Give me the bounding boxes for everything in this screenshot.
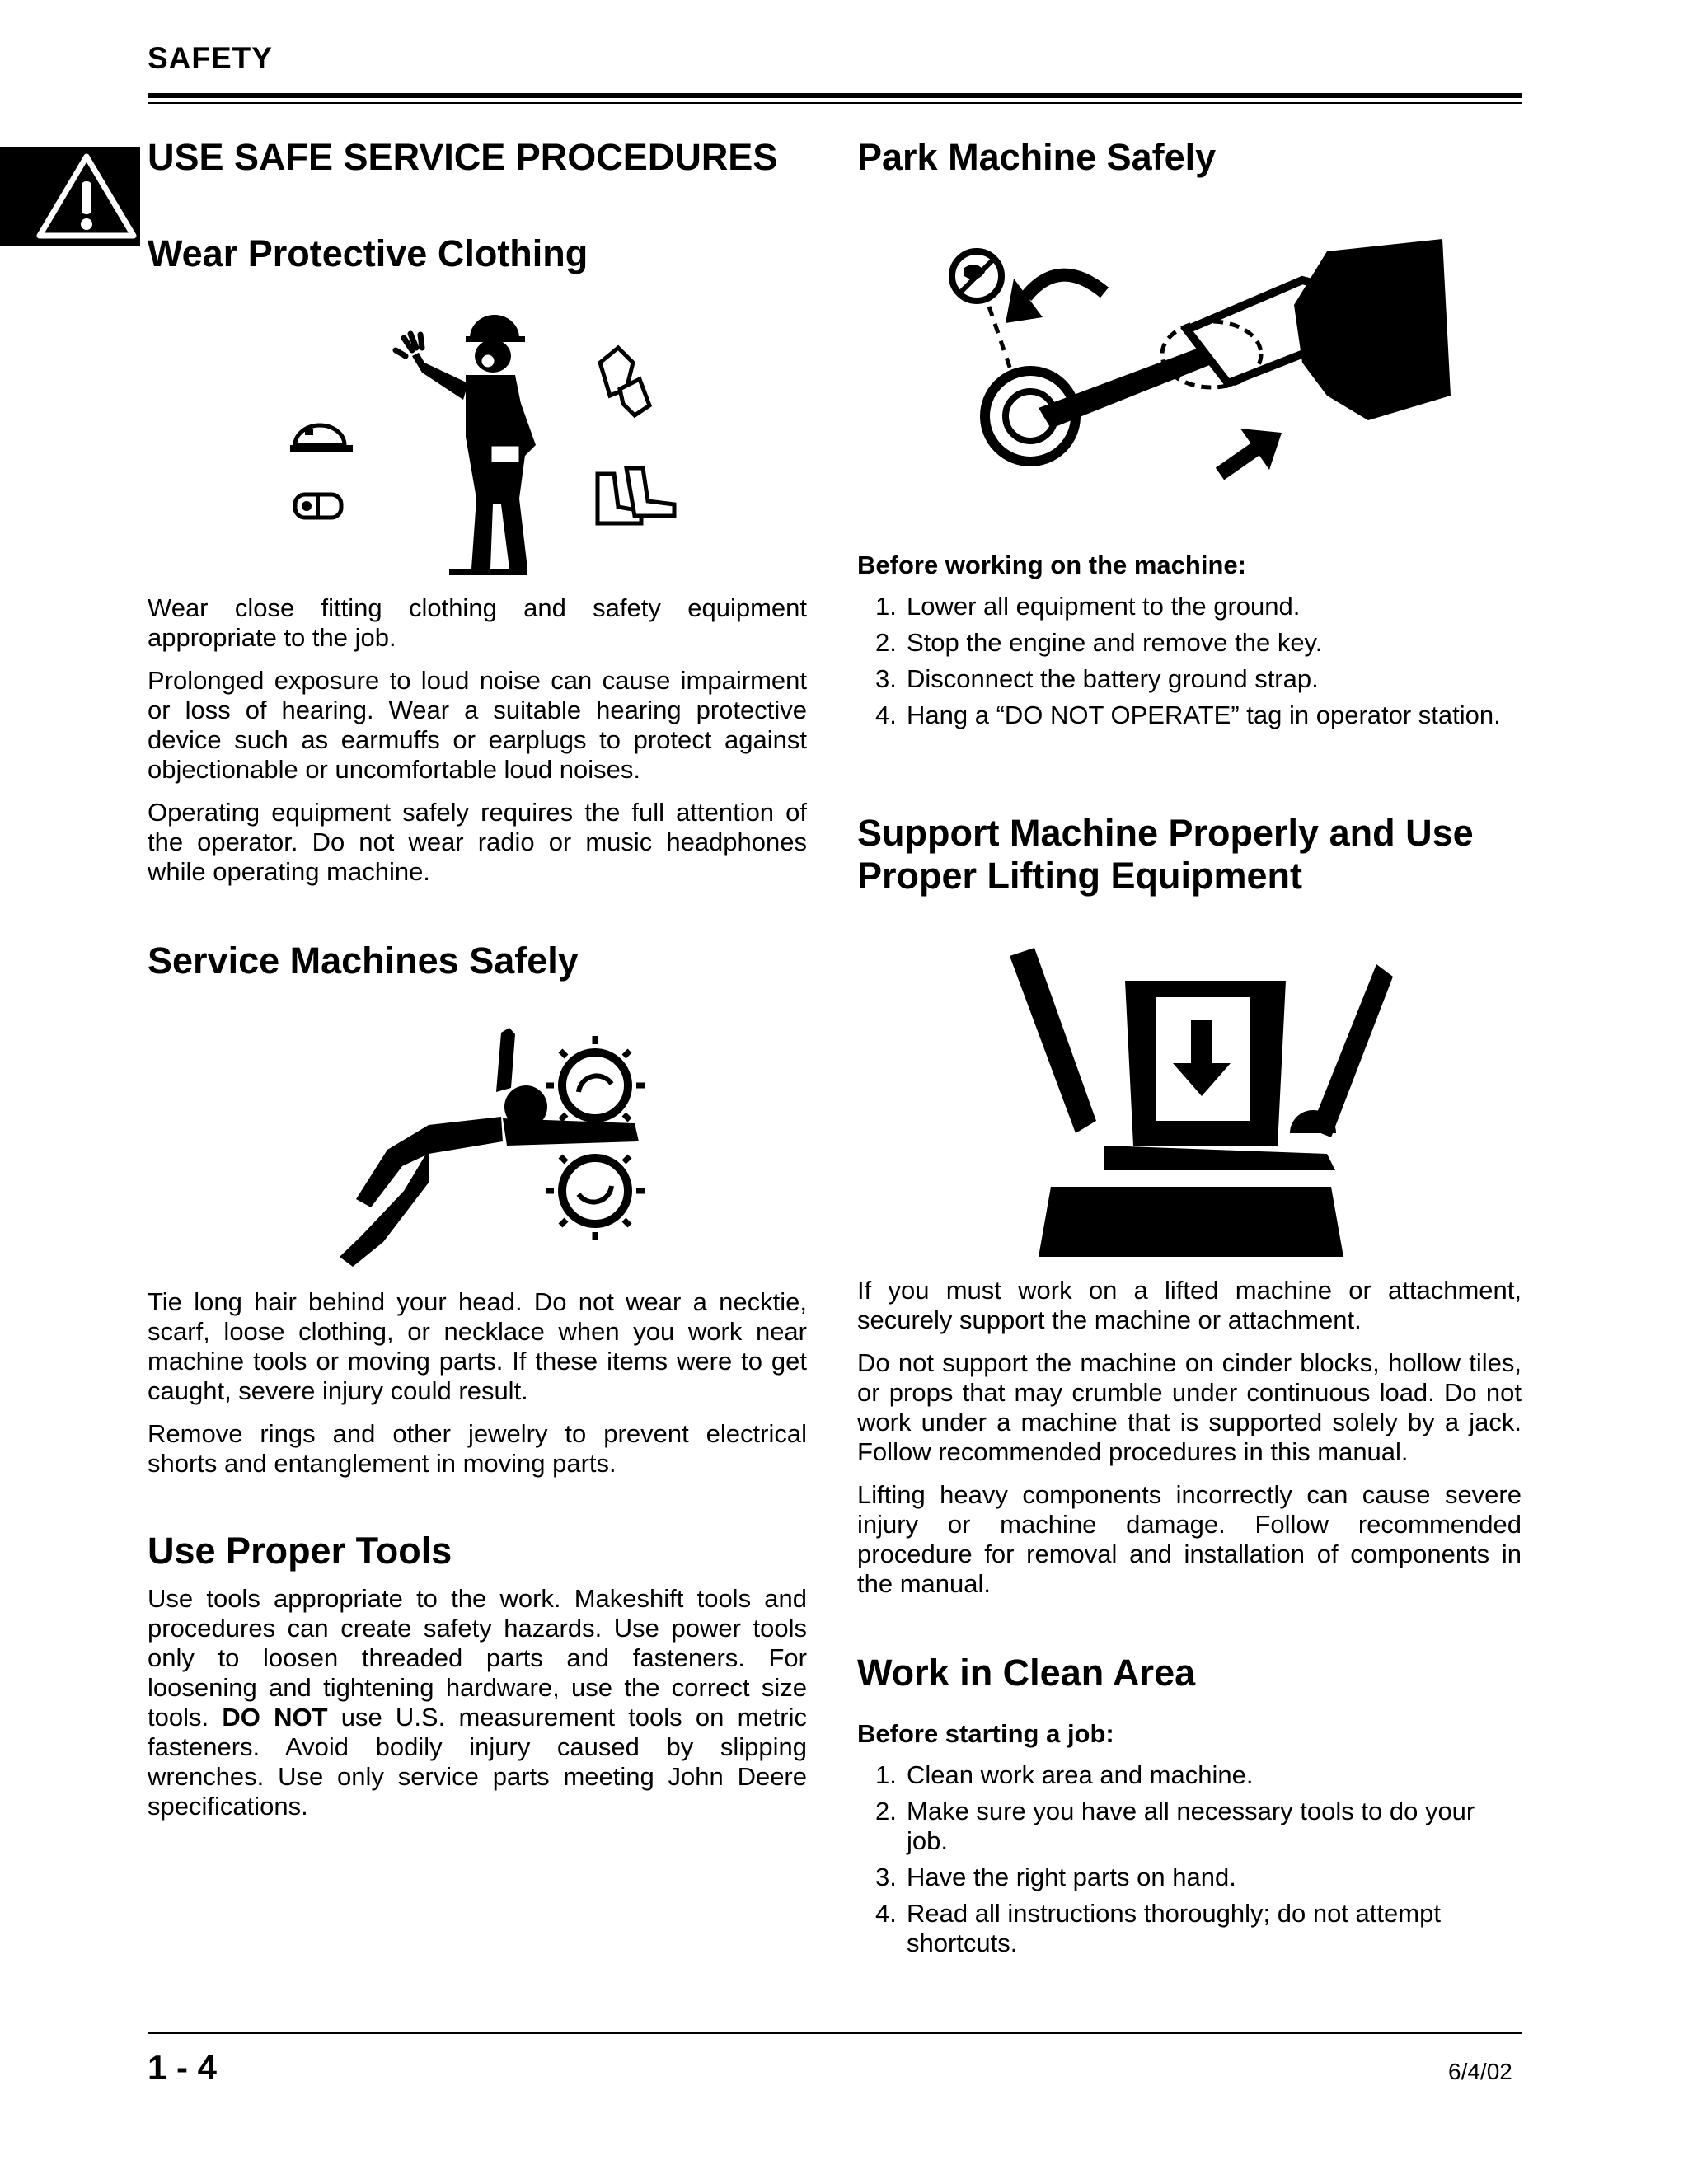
support-body bbox=[857, 1276, 1522, 1599]
service-body bbox=[148, 1287, 807, 1479]
support-paragraph-2: Do not support the machine on cinder blocks, hollow tiles, or props that may crumble under continuous load. Do not work under a machine that is supported solely by a jack. Follow recommended procedures in this manual. bbox=[857, 1348, 1522, 1466]
support-paragraph-3: Lifting heavy components incorrectly can cause severe injury or machine damage. Follow recommended procedure for removal and installation of components in the manual. bbox=[857, 1480, 1522, 1598]
support-title: Support Machine Properly and Use Proper Lifting Equipment bbox=[857, 812, 1474, 897]
tools-text-before: Use tools appropriate to the work. Makeshift tools and procedures can create safety hazards. Use power tools only to loosen threaded parts and fasteners. For loosening and tightening hardware, use the correct size tools. bbox=[148, 1583, 807, 1732]
gloves-icon bbox=[600, 348, 649, 415]
clean-title: Work in Clean Area bbox=[857, 1652, 1196, 1694]
list-item: 4. Read all instructions thoroughly; do not attempt shortcuts. bbox=[875, 1898, 1441, 1957]
park-steps-list bbox=[857, 592, 1522, 730]
wear-paragraph-2: Prolonged exposure to loud noise can cause impairment or loss of hearing. Wear a suitable hearing protective device such as earmuffs or earplugs to protect against objectionable or uncomfortable loud noises. bbox=[148, 666, 807, 784]
section-header: SAFETY bbox=[148, 41, 273, 75]
wear-paragraph-1: Wear close fitting clothing and safety equipment appropriate to the job. bbox=[148, 593, 807, 652]
park-body bbox=[857, 551, 1522, 737]
page-date: 6/4/02 bbox=[1448, 2059, 1512, 2084]
header-rule-thick bbox=[148, 93, 1522, 98]
no-start-symbol-icon bbox=[952, 251, 1014, 379]
remove-key-illustration bbox=[940, 231, 1451, 494]
pull-arrow-icon bbox=[1220, 429, 1282, 474]
gear-bottom-icon bbox=[546, 1156, 645, 1240]
hand-icon bbox=[1294, 239, 1451, 420]
list-item: 1. Clean work area and machine. bbox=[875, 1760, 1254, 1789]
wear-title: Wear Protective Clothing bbox=[148, 232, 588, 274]
tools-section bbox=[148, 1530, 807, 1821]
service-paragraph-1: Tie long hair behind your head. Do not wear a necktie, scarf, loose clothing, or necklace when you work near machine tools or moving parts. If these items were to get caught, severe injury could result. bbox=[148, 1287, 807, 1405]
rotate-arrow-icon bbox=[1006, 275, 1104, 323]
wear-paragraph-3: Operating equipment safely requires the full attention of the operator. Do not wear radio or music headphones while operating machine. bbox=[148, 798, 807, 886]
goggles-icon bbox=[295, 494, 341, 518]
crush-hazard-illustration bbox=[997, 940, 1409, 1261]
tools-title: Use Proper Tools bbox=[148, 1530, 452, 1572]
park-lead: Before working on the machine: bbox=[857, 551, 1246, 579]
clean-lead: Before starting a job: bbox=[857, 1718, 1114, 1748]
tools-text-bold: DO NOT bbox=[222, 1702, 328, 1732]
boots-icon bbox=[598, 468, 674, 523]
list-item: 3. Have the right parts on hand. bbox=[875, 1862, 1236, 1891]
list-item: 1. Lower all equipment to the ground. bbox=[875, 592, 1301, 621]
service-paragraph-2: Remove rings and other jewelry to prevent electrical shorts and entanglement in moving parts. bbox=[148, 1419, 807, 1478]
left-column bbox=[148, 136, 807, 179]
list-item: 4. Hang a “DO NOT OPERATE” tag in operator station. bbox=[875, 701, 1501, 729]
header-rule-thin bbox=[148, 102, 1522, 104]
wear-section bbox=[148, 232, 807, 275]
page-number: 1 - 4 bbox=[148, 2048, 218, 2087]
park-section bbox=[857, 136, 1522, 179]
footer-rule bbox=[148, 2032, 1522, 2034]
list-item: 2. Make sure you have all necessary tools to do your job. bbox=[875, 1796, 1475, 1855]
clean-steps-list bbox=[857, 1760, 1522, 1958]
clean-section bbox=[857, 1652, 1522, 1965]
warning-side-tab bbox=[0, 147, 140, 246]
protective-clothing-illustration bbox=[280, 313, 692, 577]
tools-paragraph bbox=[148, 1584, 807, 1821]
support-section bbox=[857, 812, 1522, 898]
wear-body bbox=[148, 593, 807, 887]
tools-text-after: use U.S. measurement tools on metric fasteners. Avoid bodily injury caused by slipping wrenches. Use only service parts meeting John Deere specifications. bbox=[148, 1702, 807, 1821]
list-item: 2. Stop the engine and remove the key. bbox=[875, 628, 1323, 657]
gear-top-icon bbox=[546, 1036, 645, 1135]
worker-figure-icon bbox=[396, 315, 536, 575]
hard-hat-icon bbox=[290, 425, 353, 452]
crushing-load-icon bbox=[1010, 948, 1393, 1146]
service-section bbox=[148, 940, 807, 982]
main-title: USE SAFE SERVICE PROCEDURES bbox=[148, 136, 778, 178]
support-paragraph-1: If you must work on a lifted machine or attachment, securely support the machine or attachment. bbox=[857, 1276, 1522, 1334]
warning-triangle-icon bbox=[0, 147, 140, 246]
list-item: 3. Disconnect the battery ground strap. bbox=[875, 664, 1319, 693]
park-title: Park Machine Safely bbox=[857, 136, 1217, 178]
entanglement-hazard-illustration bbox=[305, 1026, 659, 1273]
base-block-icon bbox=[1039, 1187, 1343, 1257]
service-title: Service Machines Safely bbox=[148, 940, 579, 982]
